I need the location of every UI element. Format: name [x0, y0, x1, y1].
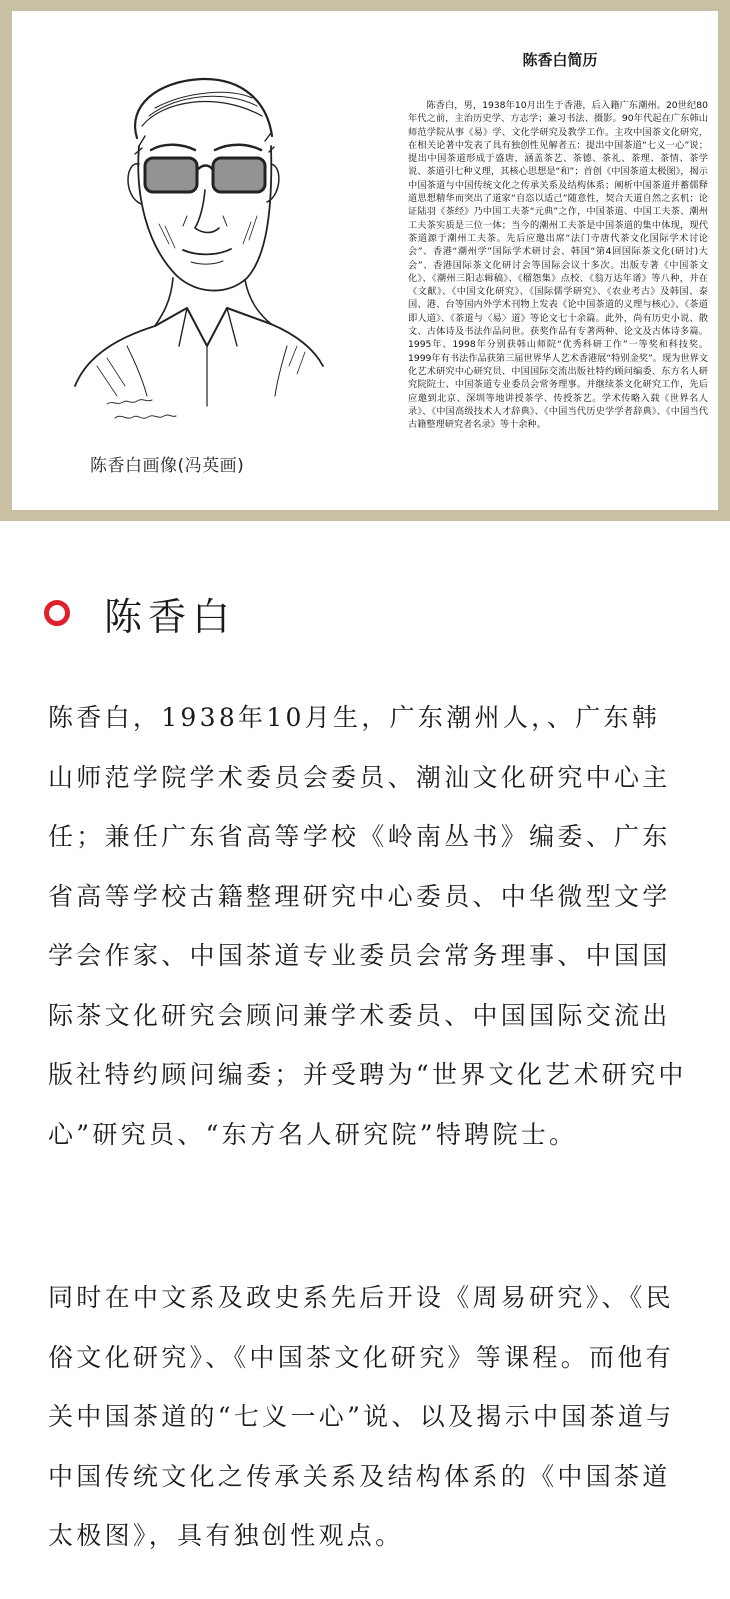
- bio-text: 陈香白，男，1938年10月出生于香港，后入籍广东潮州。20世纪80年代之前，主治历史学、方志学；兼习书法、摄影。90年代起在广东韩山师范学院从事《易》学、文化学研究及教学工作。主攻中国茶文化研究，在相关论著中发表了具有独创性见解者五：提出中国茶道“七义一心”说；提出中国茶道形成于盛唐，涵盖茶艺、茶德、茶礼、茶理、茶情、茶学说、茶道引七种义理，其核心思想是“和”；首创《中国茶道太极图》，揭示中国茶道与中国传统文化之传承关系及结构体系；阐析中国茶道并蓄儒释道思想精华而突出了道家“自恣以适己”随意性，契合天道自然之玄机；论证陆羽《茶经》乃中国工夫茶“元典”之作，中国茶道、中国工夫茶、潮州工夫茶实质是三位一体；当今的潮州工夫茶是中国茶道的集中体现，现代茶道源于潮州工夫茶。先后应邀出席“法门寺唐代茶文化国际学术讨论会”、香港“潮州学”国际学术研讨会、韩国“第4回国际茶文化(研讨)大会”、香港国际茶文化研讨会等国际会议十多次。出版专著《中国茶文化》、《潮州三阳志辑稿》、《榴怨集》点校、《翁万达年谱》等八种，并在《文献》、《中国文化研究》、《国际儒学研究》、《农业考古》及韩国、泰国、港、台等国内外学术刊物上发表《论中国茶道的义理与核心》、《茶道即人道》、《茶道与〈易〉道》等论文七十余篇。此外，尚有历史小说、散文、古体诗及书法作品问世。获奖作品有专著两种、论文及古体诗多篇。1995年、1998年分别获韩山师院“优秀科研工作”一等奖和科技奖。1999年有书法作品获第三届世界华人艺术香港展“特别金奖”。现为世界文化艺术研究中心研究员、中国国际交流出版社特约顾问编委、东方名人研究院院士、中国茶道专业委员会常务理事。并继续茶文化研究工作，先后应邀到北京、深圳等地讲授茶学、传授茶艺。学术传略入载《世界名人录》、《中国高级技术人才辞典》、《中国当代历史学学者辞典》、《中国当代古籍整理研究者名录》等十余种。: [408, 100, 708, 431]
- body-paragraph-1: 陈香白，1938年10月生，广东潮州人，、广东韩山师范学院学术委员会委员、潮汕文化研究中心主任；兼任广东省高等学校《岭南丛书》编委、广东省高等学校古籍整理研究中心委员、中华微型文学学会作家、中国茶道专业委员会常务理事、中国国际茶文化研究会顾问兼学术委员、中国国际交流出版社特约顾问编委；并受聘为“世界文化艺术研究中心”研究员、“东方名人研究院”特聘院士。: [48, 703, 687, 1149]
- scan-panel: [12, 11, 718, 510]
- portrait-sketch: [67, 46, 327, 446]
- heading-title: 陈香白: [104, 594, 237, 639]
- top-frame: [0, 0, 730, 521]
- portrait-caption: 陈香白画像(冯英画): [90, 456, 245, 476]
- red-ring-icon: [44, 600, 70, 626]
- portrait-drawing: [67, 46, 327, 446]
- section-heading: [44, 588, 236, 638]
- bio-title: 陈香白简历: [522, 51, 598, 69]
- body-paragraph-2: 同时在中文系及政史系先后开设《周易研究》、《民俗文化研究》、《中国茶文化研究》等课程。而他有关中国茶道的“七义一心”说、以及揭示中国茶道与中国传统文化之传承关系及结构体系的《中国茶道太极图》，具有独创性观点。: [48, 1283, 675, 1550]
